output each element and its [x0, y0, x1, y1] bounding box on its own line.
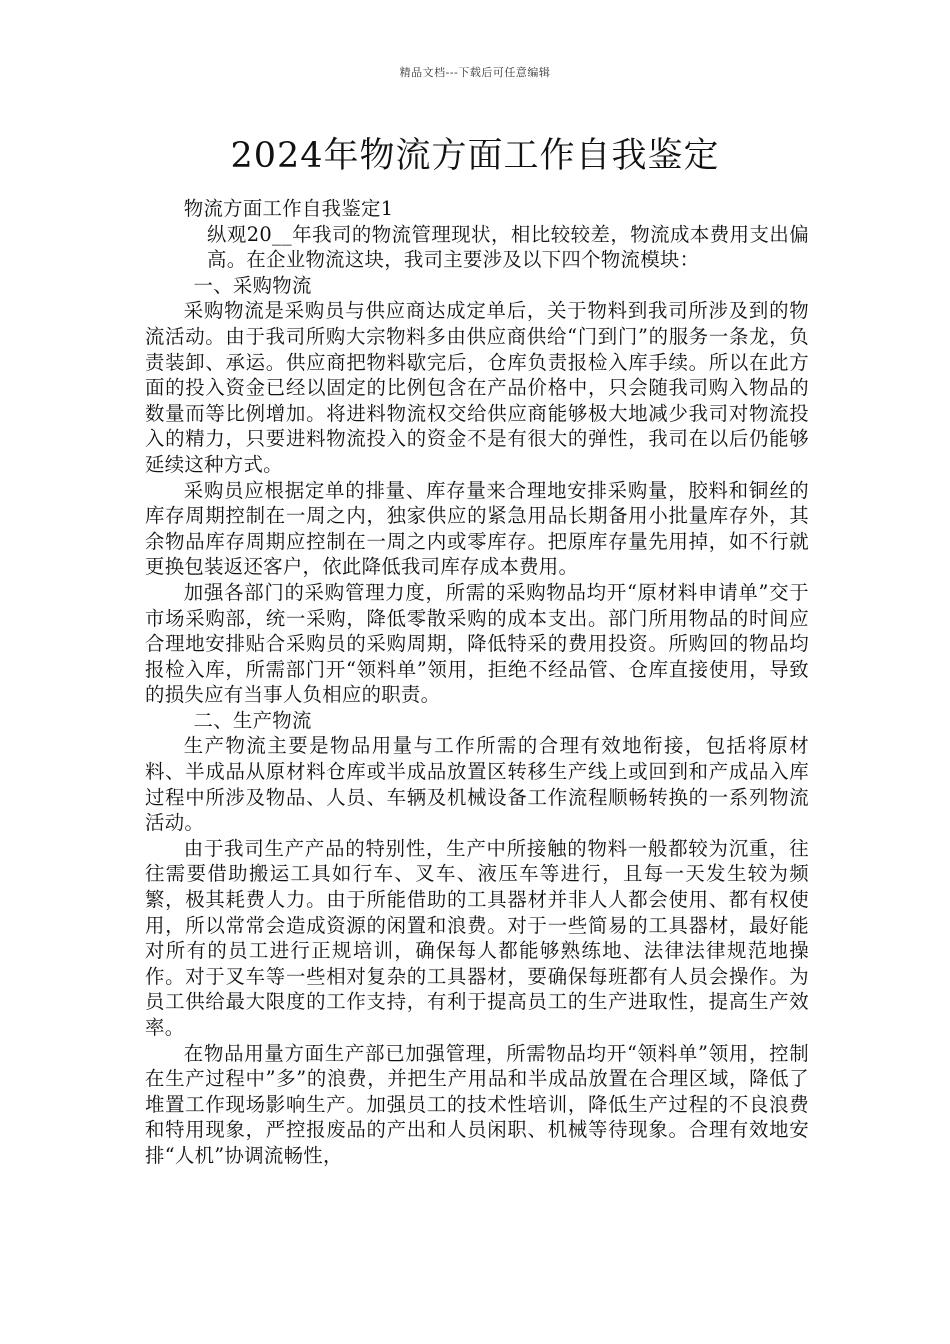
paragraph: 由于我司生产产品的特别性，生产中所接触的物料一般都较为沉重，往往需要借助搬运工具如行车、叉车、液压车等进行，且每一天发生较为频繁，极其耗费人力。由于所能借助的工具器材并非人人都会使用、都有权使用，所以常常会造成资源的闲置和浪费。对于一些简易的工具器材，最好能对所有的员工进行正规培训，确保每人都能够熟练地、法律法律规范地操作。对于叉车等一些相对复杂的工具器材，要确保每班都有人员会操作。为员工供给最大限度的工作支持，有利于提高员工的生产进取性，提高生产效率。 [145, 836, 809, 1039]
section-heading-production: 二、生产物流 [193, 708, 312, 732]
header-note: 精品文档---下载后可任意编辑 [399, 66, 551, 79]
paragraph: 在物品用量方面生产部已加强管理，所需物品均开“领料单”领用，控制在生产过程中”多”的浪费，并把生产用品和半成品放置在合理区域，降低了堆置工作现场影响生产。加强员工的技术性培训，降低生产过程的不良浪费和特用现象，严控报废品的产出和人员闲职、机械等待现象。合理有效地安排“人机”协调流畅性， [145, 1041, 809, 1167]
document-body [145, 196, 809, 1169]
paragraph: 采购物流是采购员与供应商达成定单后，关于物料到我司所涉及到的物流活动。由于我司所购大宗物料多由供应商供给“门到门”的服务一条龙，负责装卸、承运。供应商把物料歇完后，仓库负责报检入库手续。所以在此方面的投入资金已经以固定的比例包含在产品价格中，只会随我司购入物品的数量而等比例增加。将进料物流权交给供应商能够极大地减少我司对物流投入的精力，只要进料物流投入的资金不是有很大的弹性，我司在以后仍能够延续这种方式。 [145, 299, 809, 476]
section-heading-procurement: 一、采购物流 [193, 273, 312, 297]
section-subtitle: 物流方面工作自我鉴定1 [183, 197, 394, 220]
document-title: 2024年物流方面工作自我鉴定 [230, 136, 720, 176]
paragraph: 加强各部门的采购管理力度，所需的采购物品均开“原材料申请单”交于市场采购部，统一采购，降低零散采购的成本支出。部门所用物品的时间应合理地安排贴合采购员的采购周期，降低特采的费用投资。所购回的物品均报检入库，所需部门开“领料单”领用，拒绝不经品管、仓库直接使用，导致的损失应有当事人负相应的职责。 [145, 580, 809, 707]
paragraph: 采购员应根据定单的排量、库存量来合理地安排采购量，胶料和铜丝的库存周期控制在一周之内，独家供应的紧急用品长期备用小批量库存外，其余物品库存周期应控制在一周之内或零库存。把原库存量先用掉，如不行就更换包装返还客户，依此降低我司库存成本费用。 [145, 478, 809, 579]
paragraph-intro: 纵观20__年我司的物流管理现状，相比较较差，物流成本费用支出偏高。在企业物流这块，我司主要涉及以下四个物流模块： [207, 222, 809, 272]
paragraph: 生产物流主要是物品用量与工作所需的合理有效地衔接，包括将原材料、半成品从原材料仓库或半成品放置区转移生产线上或回到和产成品入库过程中所涉及物品、人员、车辆及机械设备工作流程顺畅转换的一系列物流活动。 [145, 734, 809, 835]
